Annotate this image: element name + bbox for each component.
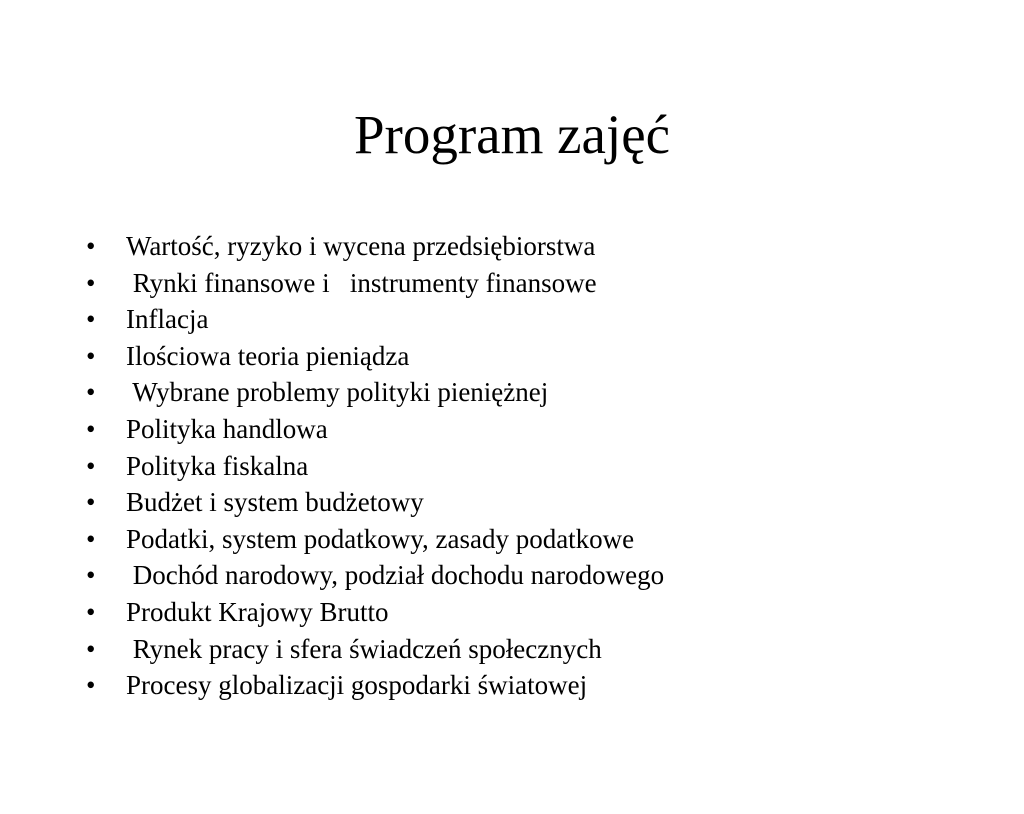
- list-item-text: Produkt Krajowy Brutto: [126, 596, 389, 627]
- list-item-text: Podatki, system podatkowy, zasady podatkowe: [126, 523, 635, 554]
- bullet-icon: •: [86, 413, 96, 444]
- bullet-icon: •: [86, 670, 96, 701]
- list-item: [86, 484, 424, 521]
- bullet-icon: •: [86, 304, 96, 335]
- bullet-icon: •: [86, 487, 96, 518]
- list-item: [86, 667, 588, 704]
- list-item-text: Wartość, ryzyko i wycena przedsiębiorstwa: [126, 231, 596, 261]
- bullet-icon: •: [86, 340, 96, 371]
- list-item: [86, 228, 596, 265]
- list-item: [86, 374, 549, 411]
- list-item-text: Rynek pracy i sfera świadczeń społecznych: [126, 633, 602, 664]
- list-item-text: Dochód narodowy, podział dochodu narodowego: [126, 560, 665, 591]
- list-item: [86, 448, 309, 485]
- list-item-text: Procesy globalizacji gospodarki światowej: [126, 670, 588, 701]
- list-item: [86, 631, 602, 668]
- bullet-icon: •: [86, 596, 96, 627]
- bullet-icon: •: [86, 231, 96, 261]
- list-item-text: Budżet i system budżetowy: [126, 487, 424, 518]
- list-item-text: Rynki finansowe i instrumenty finansowe: [126, 267, 597, 298]
- bullet-icon: •: [86, 633, 96, 664]
- list-item: [86, 338, 410, 375]
- bullet-icon: •: [86, 560, 96, 591]
- list-item-text: Inflacja: [126, 304, 209, 335]
- list-item-text: Polityka fiskalna: [126, 450, 309, 481]
- list-item: [86, 594, 389, 631]
- bullet-icon: •: [86, 450, 96, 481]
- list-item: [86, 521, 635, 558]
- bullet-icon: •: [86, 523, 96, 554]
- bullet-icon: •: [86, 267, 96, 298]
- list-item-text: Ilościowa teoria pieniądza: [126, 340, 410, 371]
- slide-title: Program zajęć: [353, 104, 671, 165]
- list-item: [86, 301, 209, 338]
- agenda-list: [86, 228, 665, 704]
- list-item: [86, 557, 665, 594]
- list-item: [86, 411, 328, 448]
- list-item-text: Wybrane problemy polityki pieniężnej: [126, 377, 549, 408]
- bullet-icon: •: [86, 377, 96, 408]
- list-item-text: Polityka handlowa: [126, 413, 328, 444]
- list-item: [86, 265, 597, 302]
